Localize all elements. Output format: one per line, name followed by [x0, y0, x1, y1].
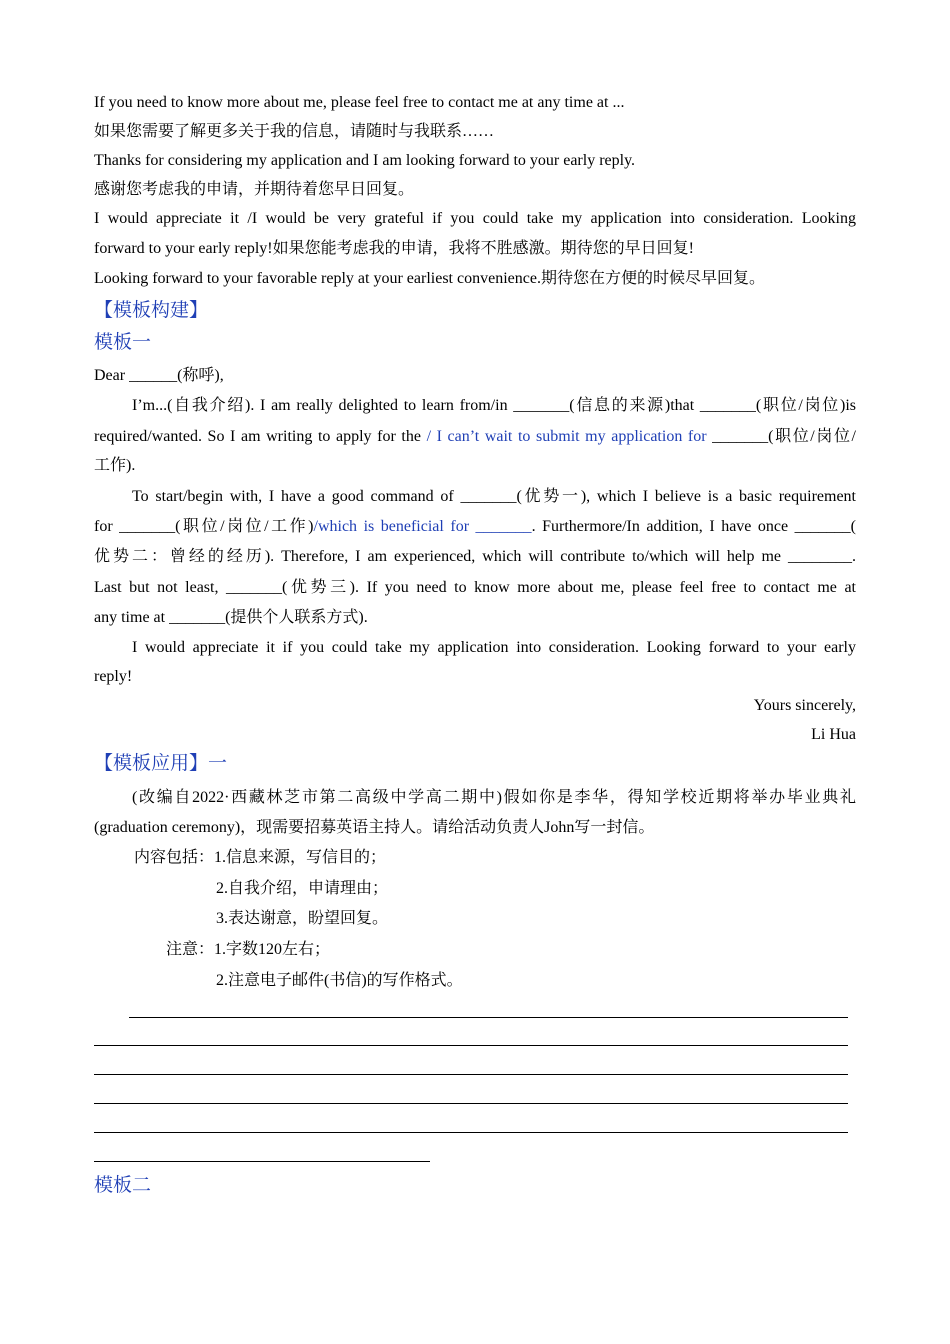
para2-line5: any time at _______(提供个人联系方式). — [94, 609, 368, 626]
answer-line[interactable] — [94, 1161, 430, 1162]
task-line1: (改编自2022·西藏林芝市第二高级中学高二期中)假如你是李华，得知学校近期将举办毕业典礼 — [132, 789, 856, 806]
note-requirement-1: 注意：1.字数120左右； — [166, 941, 331, 958]
para2-line2-text: for _______(职位/岗位/工作) — [94, 518, 314, 535]
phrase-favorable-reply: Looking forward to your favorable reply at your earliest convenience.期待您在方便的时候尽早回复。 — [94, 270, 765, 287]
content-requirement-1: 内容包括：1.信息来源，写信目的； — [134, 849, 387, 866]
para1-line2-blue-text: / I can’t wait to submit my application for — [426, 428, 707, 445]
section-heading-template-apply: 【模板应用】一 — [94, 753, 228, 774]
phrase-contact-en: If you need to know more about me, please feel free to contact me at any time at ... — [94, 94, 625, 111]
answer-line[interactable] — [94, 1074, 848, 1075]
para1-line2 — [94, 427, 856, 447]
template-two-title: 模板二 — [94, 1175, 152, 1196]
phrase-thanks-cn: 感谢您考虑我的申请，并期待着您早日回复。 — [94, 181, 415, 198]
template-one-title: 模板一 — [94, 332, 152, 353]
para2-line4: Last but not least, _______(优势三). If you need to know more about me, please feel free to contact me at — [94, 579, 856, 596]
letter-signature: Li Hua — [811, 726, 856, 743]
answer-line[interactable] — [94, 1132, 848, 1133]
phrase-thanks-en: Thanks for considering my application and I am looking forward to your early reply. — [94, 152, 636, 169]
content-requirement-3: 3.表达谢意，盼望回复。 — [216, 910, 389, 927]
section-heading-template-build: 【模板构建】 — [94, 300, 209, 321]
para3-line2: reply! — [94, 668, 133, 685]
para2-line1: To start/begin with, I have a good command of _______(优势一), which I believe is a basic requirement — [132, 488, 856, 505]
phrase-appreciate-line2: forward to your early reply!如果您能考虑我的申请，我将不胜感激。期待您的早日回复! — [94, 240, 694, 257]
para2-line2-blue-text: /which is beneficial for _______ — [313, 518, 532, 535]
phrase-contact-cn: 如果您需要了解更多关于我的信息，请随时与我联系…… — [94, 123, 495, 140]
para1-line2-text: required/wanted. So I am writing to apply for the — [94, 428, 427, 445]
para3-line1: I would appreciate it if you could take my application into consideration. Looking forward to your early — [132, 639, 856, 656]
task-line2: (graduation ceremony)，现需要招募英语主持人。请给活动负责人John写一封信。 — [94, 819, 655, 836]
answer-line[interactable] — [94, 1045, 848, 1046]
para1-line3: 工作). — [94, 457, 136, 474]
answer-line[interactable] — [129, 1017, 848, 1018]
para2-line2 — [94, 517, 856, 537]
note-requirement-2: 2.注意电子邮件(书信)的写作格式。 — [216, 972, 463, 989]
content-requirement-2: 2.自我介绍，申请理由； — [216, 880, 389, 897]
letter-closing: Yours sincerely, — [753, 697, 856, 714]
phrase-appreciate-line1: I would appreciate it /I would be very grateful if you could take my application into consideration. Looking — [94, 210, 856, 227]
answer-line[interactable] — [94, 1103, 848, 1104]
para1-line2-tail: _______(职位/岗位/ — [706, 428, 857, 445]
para2-line2-tail: . Furthermore/In addition, I have once _______( — [531, 518, 856, 535]
para2-line3: 优势二：曾经的经历). Therefore, I am experienced, which will contribute to/which will help me ________. — [94, 548, 856, 565]
para1-line1: I’m...(自我介绍). I am really delighted to learn from/in _______(信息的来源)that _______(职位/岗位)is — [132, 397, 856, 414]
letter-salutation: Dear ______(称呼), — [94, 367, 224, 384]
